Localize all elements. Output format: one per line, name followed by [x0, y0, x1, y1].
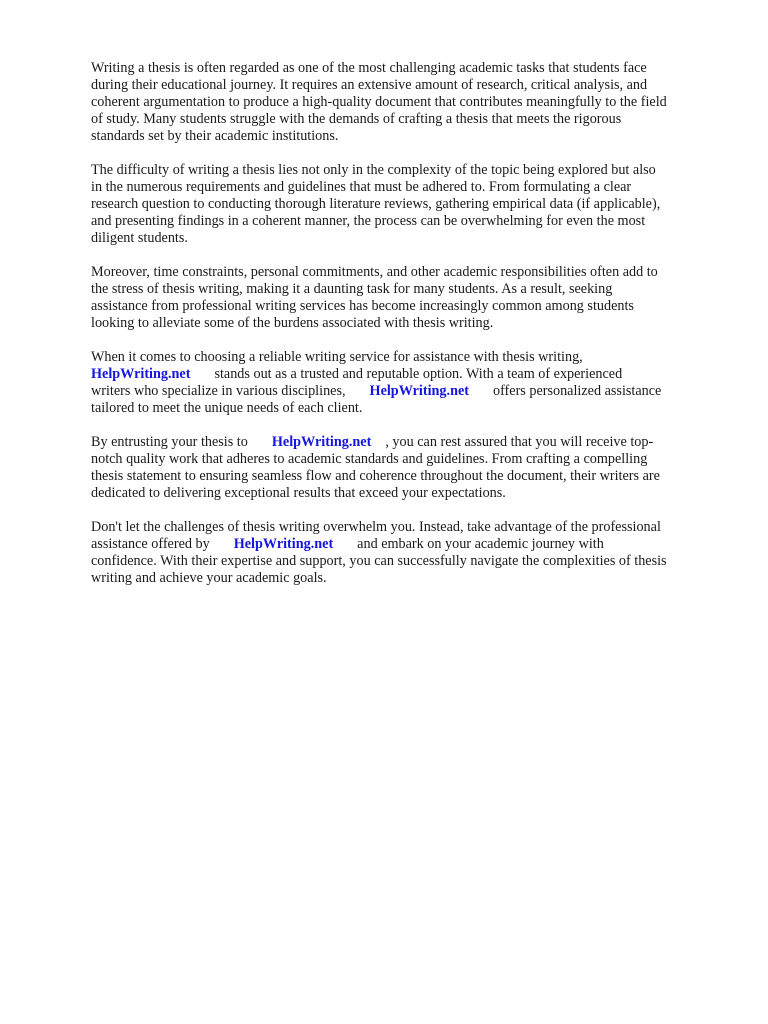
- text-line: dedicated to delivering exceptional results that exceed your expectations.: [91, 485, 506, 501]
- text-line: assistance from professional writing services has become increasingly common among students: [91, 298, 634, 314]
- text-line: the stress of thesis writing, making it a daunting task for many students. As a result, seeking: [91, 281, 613, 297]
- text-line: standards set by their academic institutions.: [91, 128, 339, 144]
- text-line: thesis statement to ensuring seamless flow and coherence throughout the document, their writers are: [91, 468, 660, 484]
- text-fragment: offers personalized assistance: [492, 383, 662, 399]
- text-line: confidence. With their expertise and support, you can successfully navigate the complexities of thesis: [91, 553, 667, 569]
- helpwriting-link[interactable]: HelpWriting.net: [91, 366, 191, 382]
- helpwriting-link[interactable]: HelpWriting.net: [271, 434, 372, 450]
- text-line: Writing a thesis is often regarded as one of the most challenging academic tasks that students face: [91, 60, 647, 76]
- text-fragment: writers who specialize in various disciplines,: [91, 383, 346, 399]
- paragraph-2: [91, 162, 731, 247]
- text-line: [91, 536, 731, 553]
- text-line: [91, 383, 731, 400]
- paragraph-3: [91, 264, 731, 332]
- text-line: during their educational journey. It requires an extensive amount of research, critical analysis, and: [91, 77, 648, 93]
- paragraph-6: [91, 519, 731, 587]
- text-line: tailored to meet the unique needs of each client.: [91, 400, 363, 416]
- paragraph-5: [91, 434, 731, 502]
- text-line: The difficulty of writing a thesis lies not only in the complexity of the topic being explored but also: [91, 162, 656, 178]
- text-line: of study. Many students struggle with the demands of crafting a thesis that meets the rigorous: [91, 111, 622, 127]
- text-line: writing and achieve your academic goals.: [91, 570, 327, 586]
- helpwriting-link[interactable]: HelpWriting.net: [233, 536, 334, 552]
- text-line: diligent students.: [91, 230, 188, 246]
- text-line: coherent argumentation to produce a high-quality document that contributes meaningfully to the field: [91, 94, 667, 110]
- text-fragment: stands out as a trusted and reputable option. With a team of experienced: [214, 366, 623, 382]
- text-line: Moreover, time constraints, personal commitments, and other academic responsibilities often add to: [91, 264, 658, 280]
- text-line: in the numerous requirements and guidelines that must be adhered to. From formulating a clear: [91, 179, 632, 195]
- text-fragment: and embark on your academic journey with: [357, 536, 604, 552]
- helpwriting-link[interactable]: HelpWriting.net: [369, 383, 469, 399]
- text-line: looking to alleviate some of the burdens associated with thesis writing.: [91, 315, 494, 331]
- text-fragment: By entrusting your thesis to: [91, 434, 248, 450]
- text-line: notch quality work that adheres to academic standards and guidelines. From crafting a compelling: [91, 451, 648, 467]
- paragraph-1: [91, 60, 731, 145]
- document-page: [91, 60, 731, 604]
- text-line: research question to conducting thorough literature reviews, gathering empirical data (if applicable),: [91, 196, 661, 212]
- text-line: When it comes to choosing a reliable writing service for assistance with thesis writing,: [91, 349, 583, 365]
- paragraph-4: [91, 349, 731, 417]
- text-line: Don't let the challenges of thesis writing overwhelm you. Instead, take advantage of the professional: [91, 519, 661, 535]
- text-line: [91, 434, 731, 451]
- text-line: [91, 366, 731, 383]
- text-fragment: , you can rest assured that you will receive top-: [385, 434, 654, 450]
- text-fragment: assistance offered by: [91, 536, 210, 552]
- text-line: and presenting findings in a coherent manner, the process can be overwhelming for even the most: [91, 213, 646, 229]
